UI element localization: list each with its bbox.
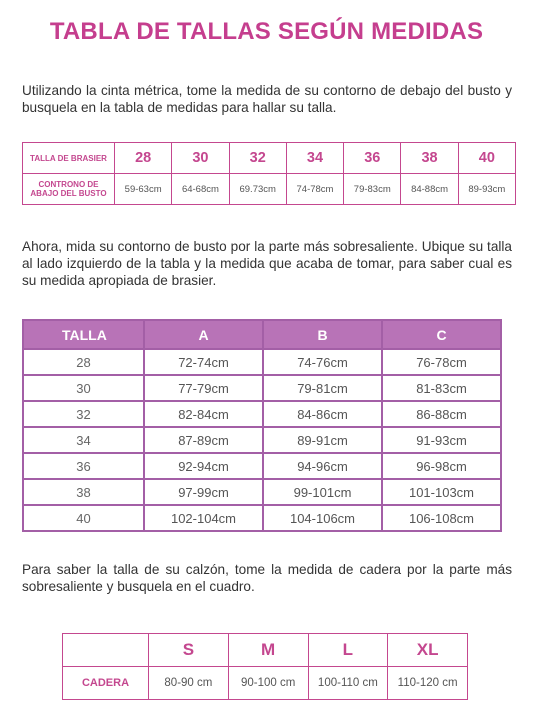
intro-paragraph-hip: Para saber la talla de su calzón, tome la medida de cadera por la parte más sobresaliente y busquela en el cuadro. (22, 562, 512, 594)
underbust-measure: 64-68cm (172, 174, 229, 205)
underbust-measure: 74-78cm (286, 174, 343, 205)
cup-measure-cell: 91-93cm (382, 427, 501, 453)
bra-size-table (22, 142, 516, 205)
table-row (23, 375, 501, 401)
cup-size-cell: 38 (23, 479, 144, 505)
cup-measure-cell: 96-98cm (382, 453, 501, 479)
bra-size-cell: 36 (344, 143, 401, 174)
intro-paragraph-bust: Ahora, mida su contorno de busto por la parte más sobresaliente. Ubique su talla al lado izquierdo de la tabla y la medida que acaba de tomar, para saber cual es su medida apropiada de brasier. (22, 239, 512, 288)
hip-measure-cell: 110-120 cm (388, 667, 468, 700)
cup-header-c: C (382, 320, 501, 349)
cup-measure-cell: 89-91cm (263, 427, 382, 453)
cup-measure-cell: 87-89cm (144, 427, 263, 453)
cup-measure-cell: 76-78cm (382, 349, 501, 375)
cup-size-cell: 32 (23, 401, 144, 427)
table-row (23, 479, 501, 505)
underbust-label-line2: ABAJO DEL BUSTO (30, 189, 107, 198)
hip-size-table (62, 633, 468, 700)
underbust-row (23, 174, 516, 205)
cup-measure-cell: 72-74cm (144, 349, 263, 375)
hip-measure-cell: 90-100 cm (228, 667, 308, 700)
hip-corner-cell (63, 634, 149, 667)
underbust-measure: 79-83cm (344, 174, 401, 205)
bra-size-label: TALLA DE BRASIER (23, 143, 115, 174)
cup-measure-cell: 74-76cm (263, 349, 382, 375)
cup-measure-cell: 101-103cm (382, 479, 501, 505)
underbust-measure: 69.73cm (229, 174, 286, 205)
cup-measure-cell: 106-108cm (382, 505, 501, 531)
hip-size-xl: XL (388, 634, 468, 667)
bra-size-cell: 30 (172, 143, 229, 174)
bra-size-cell: 38 (401, 143, 458, 174)
hip-measure-cell: 80-90 cm (149, 667, 229, 700)
cup-header-row (23, 320, 501, 349)
hip-size-l: L (308, 634, 388, 667)
bra-size-cell: 34 (286, 143, 343, 174)
table-row (23, 453, 501, 479)
table-row (23, 427, 501, 453)
cup-size-cell: 36 (23, 453, 144, 479)
cup-size-cell: 34 (23, 427, 144, 453)
cup-measure-cell: 77-79cm (144, 375, 263, 401)
cup-header-b: B (263, 320, 382, 349)
cup-measure-cell: 82-84cm (144, 401, 263, 427)
cup-measure-cell: 81-83cm (382, 375, 501, 401)
underbust-label (23, 174, 115, 205)
bra-size-cell: 40 (458, 143, 515, 174)
cup-header-talla: TALLA (23, 320, 144, 349)
cup-measure-cell: 86-88cm (382, 401, 501, 427)
underbust-measure: 59-63cm (115, 174, 172, 205)
page-title: TABLA DE TALLAS SEGÚN MEDIDAS (49, 18, 484, 45)
cup-measure-cell: 97-99cm (144, 479, 263, 505)
hip-measure-row (63, 667, 468, 700)
cup-measure-cell: 84-86cm (263, 401, 382, 427)
hip-size-s: S (149, 634, 229, 667)
underbust-measure: 84-88cm (401, 174, 458, 205)
bra-size-cell: 32 (229, 143, 286, 174)
cup-measure-cell: 102-104cm (144, 505, 263, 531)
hip-size-m: M (228, 634, 308, 667)
cup-size-cell: 28 (23, 349, 144, 375)
table-row (23, 505, 501, 531)
bra-size-row (23, 143, 516, 174)
cup-measure-cell: 79-81cm (263, 375, 382, 401)
intro-paragraph-underbust: Utilizando la cinta métrica, tome la medida de su contorno de debajo del busto y busquela en la tabla de medidas para hallar su talla. (22, 83, 512, 115)
hip-size-row (63, 634, 468, 667)
table-row (23, 349, 501, 375)
cup-measure-cell: 104-106cm (263, 505, 382, 531)
hip-label: CADERA (63, 667, 149, 700)
underbust-measure: 89-93cm (458, 174, 515, 205)
bra-size-cell: 28 (115, 143, 172, 174)
underbust-label-line1: CONTRONO DE (38, 180, 99, 189)
hip-measure-cell: 100-110 cm (308, 667, 388, 700)
cup-measure-cell: 99-101cm (263, 479, 382, 505)
cup-size-table (22, 319, 502, 532)
table-row (23, 401, 501, 427)
cup-size-cell: 30 (23, 375, 144, 401)
cup-measure-cell: 92-94cm (144, 453, 263, 479)
cup-measure-cell: 94-96cm (263, 453, 382, 479)
cup-header-a: A (144, 320, 263, 349)
cup-size-cell: 40 (23, 505, 144, 531)
